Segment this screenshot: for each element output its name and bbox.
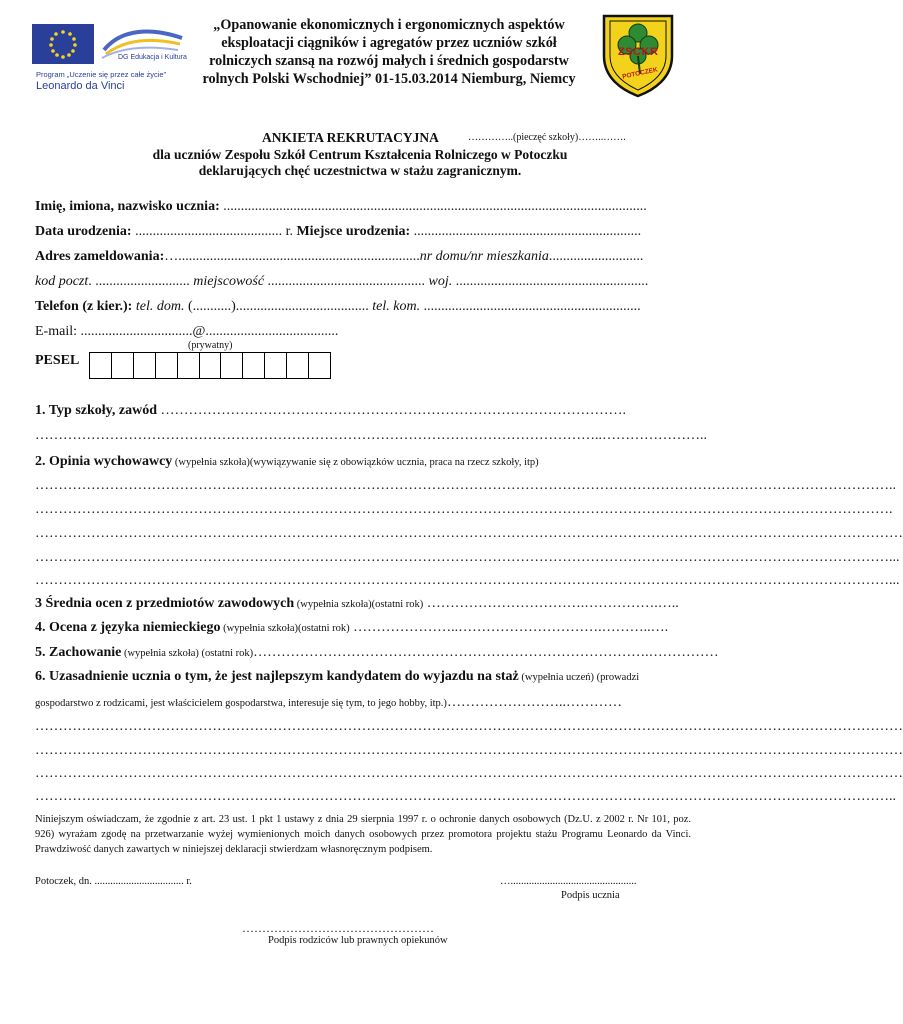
teacher-opinion-field-line[interactable]: …………………………………………………………………………………………………………………………………………………………………. bbox=[35, 502, 893, 517]
teacher-opinion-field-line[interactable]: ………………………………………………………………………………………………………………………………………………………………….. bbox=[35, 478, 896, 493]
parent-signature-field[interactable]: ………………………………………… bbox=[242, 921, 434, 935]
school-type-field-line[interactable]: …………………………………………………………………………………………………………..………………….. bbox=[35, 428, 707, 443]
postal-row bbox=[35, 274, 695, 290]
survey-title: ANKIETA REKRUTACYJNA bbox=[262, 130, 439, 145]
school-crest-logo bbox=[598, 12, 678, 98]
question-1 bbox=[35, 403, 695, 419]
birthplace-field[interactable]: ................................................................. bbox=[410, 224, 642, 239]
school-type-label: 1. Typ szkoły, zawód bbox=[35, 403, 158, 418]
pesel-digit-box[interactable] bbox=[243, 353, 265, 378]
address-row bbox=[35, 249, 695, 265]
birthdate-field[interactable]: .......................................... r. bbox=[131, 224, 293, 239]
teacher-opinion-note: (wypełnia szkoła)(wywiązywanie się z obowiązków ucznia, praca na rzecz szkoły, itp) bbox=[172, 457, 539, 468]
justification-field-line[interactable]: …………………………………………………………………………………………………………………………………………………………………… bbox=[35, 743, 903, 758]
name-field[interactable]: ......................................................................................................................... bbox=[219, 199, 647, 214]
pesel-digit-box[interactable] bbox=[90, 353, 112, 378]
justification-field[interactable]: ……………………..………… bbox=[446, 695, 622, 710]
behavior-field[interactable]: ………………………………………………………………………….…………… bbox=[253, 645, 719, 660]
question-4 bbox=[35, 620, 695, 636]
school-type-field[interactable]: ………………………………………………………………………………………. bbox=[157, 403, 627, 418]
project-title-line: „Opanowanie ekonomicznych i ergonomicznych aspektów bbox=[213, 17, 565, 33]
german-grade-label: 4. Ocena z języka niemieckiego bbox=[35, 620, 221, 635]
justification-label: 6. Uzasadnienie ucznia o tym, że jest najlepszym kandydatem do wyjazdu na staż bbox=[35, 669, 519, 684]
justification-field-line[interactable]: …………………………………………………………………………………………………………………………………………………………………… bbox=[35, 719, 903, 734]
house-number-label: nr domu/nr mieszkania bbox=[419, 249, 549, 264]
pesel-digit-box[interactable] bbox=[156, 353, 178, 378]
home-phone-field[interactable]: (...........)...................................... bbox=[184, 299, 369, 314]
question-6 bbox=[35, 669, 695, 685]
address-field[interactable]: …..................................................................... bbox=[164, 249, 420, 264]
question-2 bbox=[35, 454, 695, 470]
pesel-digit-box[interactable] bbox=[265, 353, 287, 378]
student-signature-label: Podpis ucznia bbox=[561, 890, 620, 901]
grade-average-note: (wypełnia szkoła)(ostatni rok) bbox=[294, 599, 424, 610]
grade-average-field[interactable]: …………………………….…………….….. bbox=[423, 596, 679, 611]
pesel-label: PESEL bbox=[35, 353, 80, 368]
teacher-opinion-field-line[interactable]: …………………………………………………………………………………………………………………………………………………………………... bbox=[35, 550, 900, 565]
justification-note-continued: gospodarstwo z rodzicami, jest właścicielem gospodarstwa, interesuje się tym, to jego hobby, itp.) bbox=[35, 698, 447, 709]
student-signature-field[interactable]: …................................................ bbox=[500, 876, 637, 887]
mobile-phone-field[interactable]: .............................................................. bbox=[420, 299, 641, 314]
crest-text-top: ZSCKR bbox=[618, 46, 659, 58]
pesel-digit-box[interactable] bbox=[287, 353, 309, 378]
logo-line-dg: DG Edukacja i Kultura bbox=[118, 54, 187, 61]
german-grade-field[interactable]: …………………..………………………….………..…. bbox=[349, 620, 669, 635]
pesel-digit-box[interactable] bbox=[309, 353, 330, 378]
pesel-digit-box[interactable] bbox=[134, 353, 156, 378]
logo-line-leonardo: Leonardo da Vinci bbox=[36, 80, 125, 92]
email-label: E-mail: bbox=[35, 324, 77, 339]
school-stamp-field[interactable]: …………..(pieczęć szkoły)……..……. bbox=[468, 132, 626, 143]
city-label: miejscowość bbox=[193, 274, 265, 289]
eu-program-logo bbox=[32, 24, 187, 96]
subtitle-line: dla uczniów Zespołu Szkół Centrum Kształcenia Rolniczego w Potoczku bbox=[152, 147, 568, 162]
teacher-opinion-field-line[interactable]: …………………………………………………………………………………………………………………………………………………………………... bbox=[35, 573, 900, 588]
province-field[interactable]: ....................................................... bbox=[452, 274, 649, 289]
email-row bbox=[35, 324, 435, 340]
subtitle-line: deklarujących chęć uczestnictwa w stażu zagranicznym. bbox=[198, 163, 522, 178]
teacher-opinion-label: 2. Opinia wychowawcy bbox=[35, 454, 173, 469]
house-number-field[interactable]: ........................... bbox=[548, 249, 644, 264]
crest-text-bottom: POTOCZEK bbox=[621, 66, 659, 81]
justification-note: (wypełnia uczeń) (prowadzi bbox=[518, 672, 640, 683]
email-private-note: (prywatny) bbox=[188, 340, 233, 351]
pesel-digit-box[interactable] bbox=[200, 353, 222, 378]
birthplace-label: Miejsce urodzenia: bbox=[292, 224, 411, 239]
name-label: Imię, imiona, nazwisko ucznia: bbox=[35, 199, 220, 214]
grade-average-label: 3 Średnia ocen z przedmiotów zawodowych bbox=[35, 596, 295, 611]
pesel-digit-box[interactable] bbox=[221, 353, 243, 378]
justification-line-2 bbox=[35, 695, 695, 711]
pesel-digit-box[interactable] bbox=[178, 353, 200, 378]
german-grade-note: (wypełnia szkoła)(ostatni rok) bbox=[220, 623, 350, 634]
logo-line-program: Program „Uczenie się przez całe życie” bbox=[36, 70, 167, 79]
pesel-input[interactable] bbox=[89, 352, 331, 379]
justification-field-line[interactable]: ………………………………………………………………………………………………………………………………………………………………….. bbox=[35, 789, 896, 804]
birthdate-label: Data urodzenia: bbox=[35, 224, 132, 239]
address-label: Adres zameldowania: bbox=[35, 249, 165, 264]
pesel-digit-box[interactable] bbox=[112, 353, 134, 378]
parent-signature-label: Podpis rodziców lub prawnych opiekunów bbox=[268, 935, 448, 946]
home-phone-label: tel. dom. bbox=[132, 299, 185, 314]
postal-code-label: kod poczt bbox=[35, 274, 89, 289]
birth-row bbox=[35, 224, 695, 240]
postal-code-field[interactable]: . ........................... bbox=[88, 274, 194, 289]
phone-label: Telefon (z kier.): bbox=[35, 299, 133, 314]
phone-row bbox=[35, 299, 695, 315]
justification-field-line[interactable]: …………………………………………………………………………………………………………………………………………………………………… bbox=[35, 766, 903, 781]
name-row bbox=[35, 199, 695, 215]
project-title-line: rolnych Polski Wschodniej” 01-15.03.2014 Niemburg, Niemcy bbox=[202, 71, 576, 87]
question-3 bbox=[35, 596, 695, 612]
project-title bbox=[188, 16, 590, 88]
survey-subtitle bbox=[60, 147, 660, 179]
mobile-phone-label: tel. kom. bbox=[368, 299, 421, 314]
behavior-label: 5. Zachowanie bbox=[35, 645, 122, 660]
project-title-line: rolniczych szansą na rozwój małych i średnich gospodarstw bbox=[209, 53, 569, 69]
province-label: woj. bbox=[428, 274, 453, 289]
place-date-field[interactable]: Potoczek, dn. .................................. r. bbox=[35, 876, 192, 887]
email-field[interactable]: ................................@...................................... bbox=[77, 324, 339, 339]
gdpr-declaration: Niniejszym oświadczam, że zgodnie z art. 23 ust. 1 pkt 1 ustawy z dnia 29 sierpnia 1997 r. o ochronie danych osobowych (Dz.U. z 2002 r. Nr 101, poz. 926) wyrażam zgodę na przetwarzanie wyżej wymienionych moich danych osobowych przez promotora projektu stażu Programu Leonardo da Vinci. Prawdziwość danych zawartych w niniejszej deklaracji stwierdzam własnoręcznym podpisem. bbox=[35, 814, 691, 855]
project-title-line: eksploatacji ciągników i agregatów przez uczniów szkół bbox=[221, 35, 557, 51]
city-field[interactable]: ............................................. bbox=[264, 274, 429, 289]
question-5 bbox=[35, 645, 719, 661]
behavior-note: (wypełnia szkoła) (ostatni rok) bbox=[121, 648, 254, 659]
teacher-opinion-field-line[interactable]: …………………………………………………………………………………………………………………………………………………………………… bbox=[35, 526, 903, 541]
